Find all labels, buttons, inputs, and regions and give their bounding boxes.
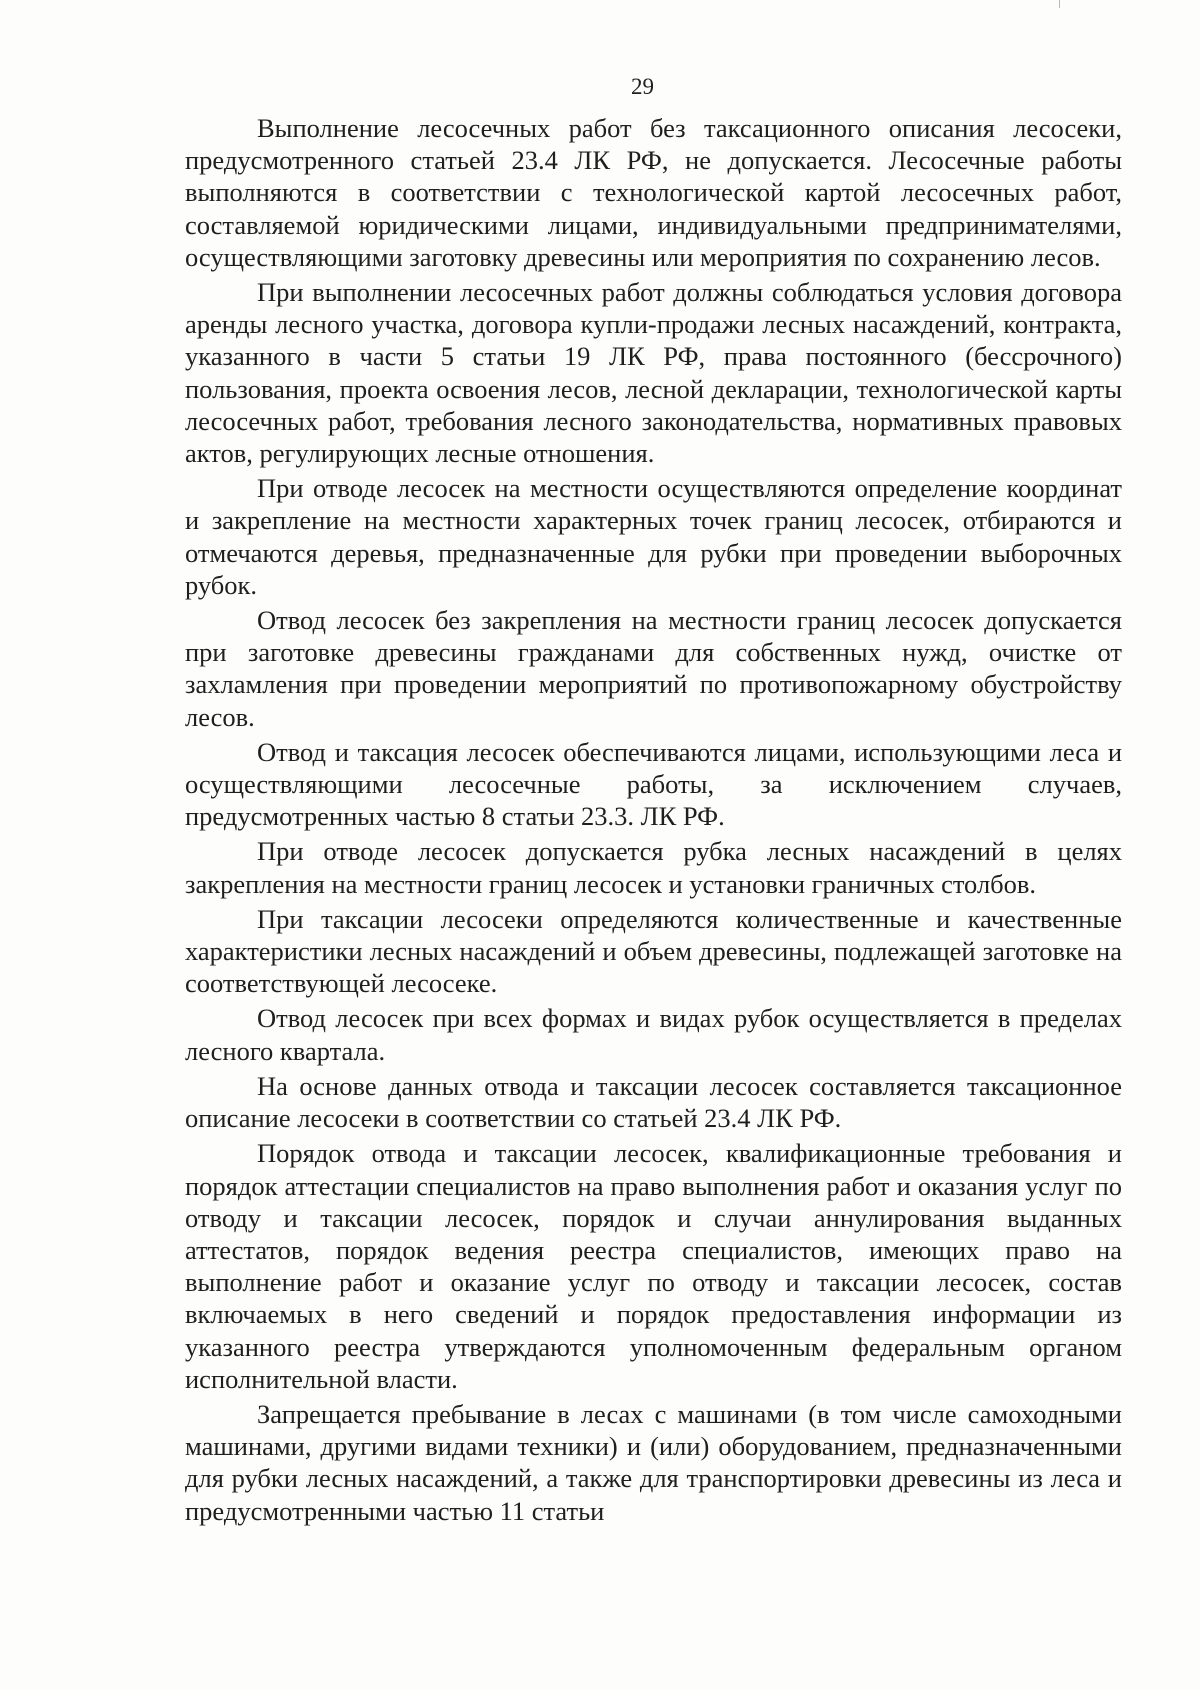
paragraph-3: При отводе лесосек на местности осуществляются определение координат и закрепление на местности характерных точек границ лесосек, отбираются и отмечаются деревья, предназначенные для рубки при проведении выборочных рубок. [185, 473, 1122, 600]
scan-edge-mark [1059, 0, 1060, 8]
paragraph-5: Отвод и таксация лесосек обеспечиваются лицами, использующими леса и осуществляющими лесосечные работы, за исключением случаев, предусмотренных частью 8 статьи 23.3. ЛК РФ. [185, 736, 1122, 832]
paragraph-4: Отвод лесосек без закрепления на местности границ лесосек допускается при заготовке древесины гражданами для собственных нужд, очистке от захламления при проведении мероприятий по противопожарному обустройству лесов. [185, 605, 1122, 732]
paragraph-6: При отводе лесосек допускается рубка лесных насаждений в целях закрепления на местности границ лесосек и установки граничных столбов. [185, 836, 1122, 899]
paragraph-11: Запрещается пребывание в лесах с машинами (в том числе самоходными машинами, другими видами техники) и (или) оборудованием, предназначенными для рубки лесных насаждений, а также для транспортировки древесины из леса и предусмотренными частью 11 статьи [185, 1398, 1122, 1526]
paragraph-8: Отвод лесосек при всех формах и видах рубок осуществляется в пределах лесного квартала. [185, 1003, 1122, 1066]
page-number: 29 [631, 74, 654, 99]
body-text [185, 112, 1122, 1527]
paragraph-7: При таксации лесосеки определяются количественные и качественные характеристики лесных насаждений и объем древесины, подлежащей заготовке на соответствующей лесосеке. [185, 903, 1122, 999]
paragraph-2: При выполнении лесосечных работ должны соблюдаться условия договора аренды лесного участка, договора купли-продажи лесных насаждений, контракта, указанного в части 5 статьи 19 ЛК РФ, права постоянного (бессрочного) пользования, проекта освоения лесов, лесной декларации, технологической карты лесосечных работ, требования лесного законодательства, нормативных правовых актов, регулирующих лесные отношения. [185, 277, 1122, 469]
paragraph-10: Порядок отвода и таксации лесосек, квалификационные требования и порядок аттестации специалистов на право выполнения работ и оказания услуг по отводу и таксации лесосек, порядок и случаи аннулирования выданных аттестатов, порядок ведения реестра специалистов, имеющих право на выполнение работ и оказание услуг по отводу и таксации лесосек, состав включаемых в него сведений и порядок предоставления информации из указанного реестра утверждаются уполномоченным федеральным органом исполнительной власти. [185, 1138, 1122, 1394]
paragraph-9: На основе данных отвода и таксации лесосек составляется таксационное описание лесосеки в соответствии со статьей 23.4 ЛК РФ. [185, 1070, 1122, 1134]
paragraph-1: Выполнение лесосечных работ без таксационного описания лесосеки, предусмотренного статьей 23.4 ЛК РФ, не допускается. Лесосечные работы выполняются в соответствии с технологической картой лесосечных работ, составляемой юридическими лицами, индивидуальными предпринимателями, осуществляющими заготовку древесины или мероприятия по сохранению лесов. [185, 113, 1122, 272]
